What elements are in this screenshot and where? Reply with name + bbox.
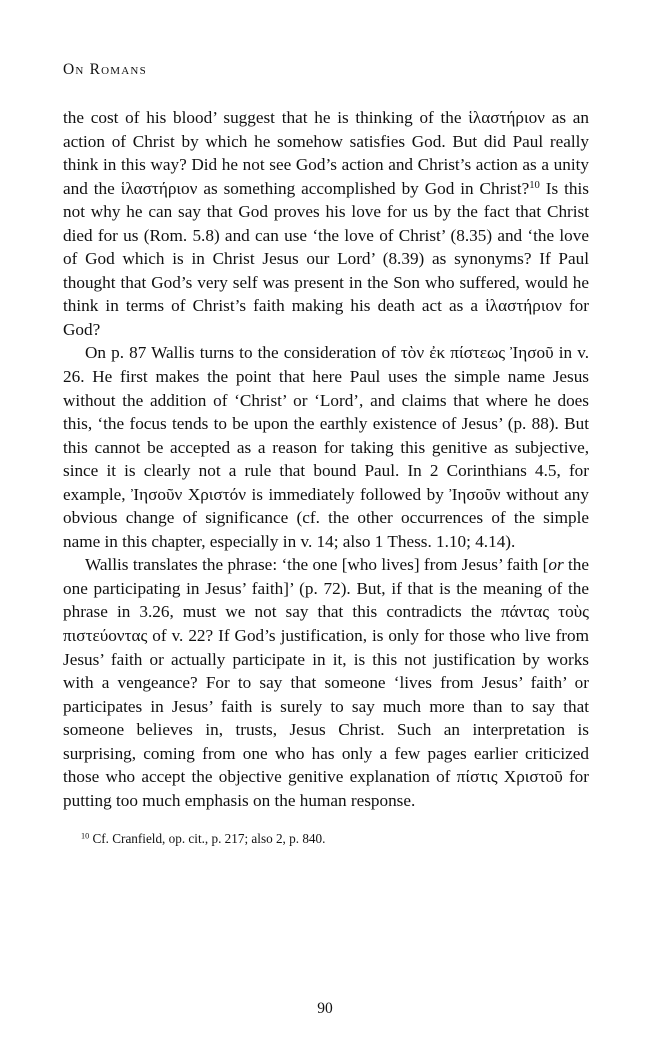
running-head: On Romans [63,61,147,78]
paragraph-3-text-a: Wallis translates the phrase: ‘the one [who lives] from Jesus’ faith [ [85,555,549,575]
page [63,58,589,848]
paragraph-1-text-a: the cost of his blood’ suggest that he is thinking of the ἱλαστήριον as an action of Christ by which he somehow satisfies God. But did Paul really think in this way? Did he not see God’s action and Christ’s action as a unity and the ἱλαστήριον as something accomplished by God in Christ? [63,108,589,198]
paragraph-2-text: On p. 87 Wallis turns to the consideration of τὸν ἐκ πίστεως Ἰησοῦ in v. 26. He first makes the point that here Paul uses the simple name Jesus without the addition of ‘Christ’ or ‘Lord’, and claims that where he does this, ‘the focus tends to be upon the earthly existence of Jesus’ (p. 88). But this cannot be accepted as a reason for taking this genitive as subjective, since it is clearly not a rule that bound Paul. In 2 Corinthians 4.5, for example, Ἰησοῦν Χριστόν is immediately followed by Ἰησοῦν without any obvious change of significance (cf. the other occurrences of the simple name in this chapter, especially in v. 14; also 1 Thess. 1.10; 4.14). [63,343,589,551]
paragraph-1 [63,106,589,341]
paragraph-3-italic-or: or [548,555,564,575]
body-text [63,106,589,812]
paragraph-1-text-b: Is this not why he can say that God proves his love for us by the fact that Christ died for us (Rom. 5.8) and can use ‘the love of Christ’ (8.35) and ‘the love of God which is in Christ Jesus our Lord’ (8.39) as synonyms? If Paul thought that God’s very self was present in the Son who suffered, would he think in terms of Christ’s faith making his death act as a ἱλαστήριον for God? [63,178,589,339]
footnote-number: 10 [81,831,90,841]
footnote [63,830,589,848]
paragraph-3 [63,553,589,812]
paragraph-2 [63,341,589,553]
paragraph-3-text-b: the one participating in Jesus’ faith]’ (p. 72). But, if that is the meaning of the phrase in 3.26, must we not say that this contradicts the πάντας τοὺς πιστεύοντας of v. 22? If God’s justification, is only for those who live from Jesus’ faith or actually participate in it, is this not justification by works with a vengeance? For to say that someone ‘lives from Jesus’ faith’ or participates in Jesus’ faith is surely to say much more than to say that someone believes in, trusts, Jesus Christ. Such an interpretation is surprising, coming from one who has only a few pages earlier criticized those who accept the objective genitive explanation of πίστις Χριστοῦ for putting too much emphasis on the human response. [63,555,590,810]
footnote-ref-10: 10 [529,179,540,191]
page-number: 90 [317,1000,333,1017]
footnote-text: Cf. Cranfield, op. cit., p. 217; also 2, p. 840. [89,831,326,847]
